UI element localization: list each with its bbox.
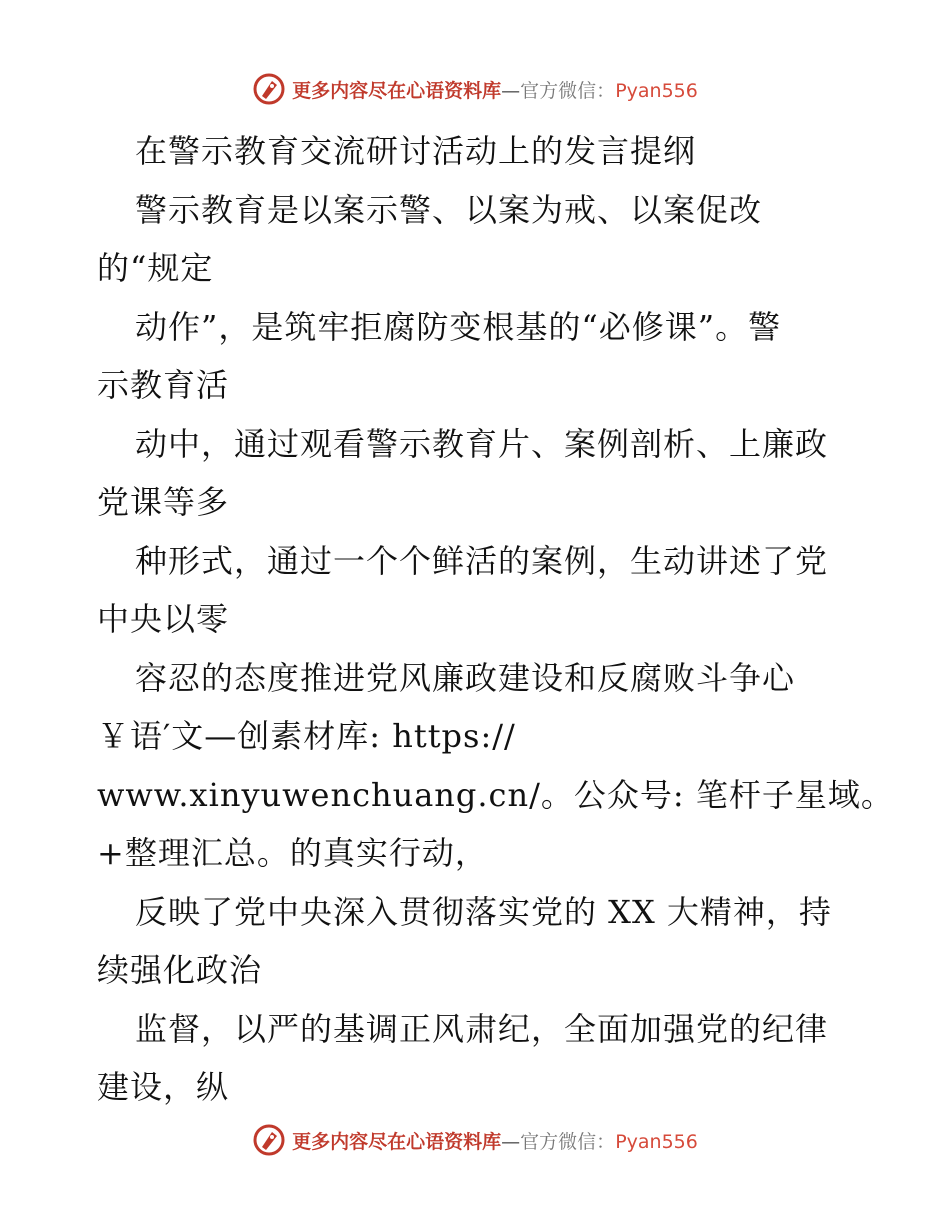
paragraph-line: 中央以零 [97, 600, 230, 638]
banner-main-text: 更多内容尽在心语资料库 [292, 1130, 502, 1153]
banner-wechat-label: 官方微信： [520, 1130, 616, 1153]
paragraph-line: 容忍的态度推进党风廉政建设和反腐败斗争心 [135, 658, 796, 697]
banner-text [292, 76, 698, 103]
banner-text [292, 1127, 698, 1154]
banner-separator: — [501, 1130, 521, 1153]
paragraph-line: 动中，通过观看警示教育片、案例剖析、上廉政 [135, 424, 829, 463]
paragraph-line: 续强化政治 [97, 951, 263, 989]
paragraph-line: 示教育活 [97, 366, 230, 404]
paragraph-line: 建设，纵 [97, 1068, 230, 1106]
paragraph-line: +整理汇总。的真实行动， [97, 834, 488, 872]
paragraph-line: 种形式，通过一个个鲜活的案例，生动讲述了党 [135, 541, 829, 580]
footer-watermark-banner [0, 1123, 950, 1157]
paragraph-line: 党课等多 [97, 483, 230, 521]
banner-main-text: 更多内容尽在心语资料库 [292, 79, 502, 102]
paragraph-line: www.xinyuwenchuang.cn/。公众号: 笔杆子星域。 [97, 775, 894, 814]
document-title: 在警示教育交流研讨活动上的发言提纲 [135, 132, 697, 170]
paragraph-line: ￥语′文—创素材库: https:// [97, 717, 516, 755]
paragraph-line: 反映了党中央深入贯彻落实党的 XX 大精神，持 [135, 892, 832, 931]
banner-wechat-label: 官方微信： [520, 79, 616, 102]
header-watermark-banner [0, 72, 950, 106]
pen-nib-circle-icon [252, 1123, 286, 1157]
banner-separator: — [501, 79, 521, 102]
pen-nib-circle-icon [252, 72, 286, 106]
document-body [97, 122, 894, 1117]
banner-wechat-id: Pyan556 [615, 1130, 698, 1153]
banner-wechat-id: Pyan556 [615, 79, 698, 102]
paragraph-line: 的“规定 [97, 249, 214, 287]
paragraph-line: 警示教育是以案示警、以案为戒、以案促改 [135, 190, 763, 229]
paragraph-line: 监督，以严的基调正风肃纪，全面加强党的纪律 [135, 1009, 829, 1048]
paragraph-line: 动作”，是筑牢拒腐防变根基的“必修课”。警 [135, 307, 782, 346]
